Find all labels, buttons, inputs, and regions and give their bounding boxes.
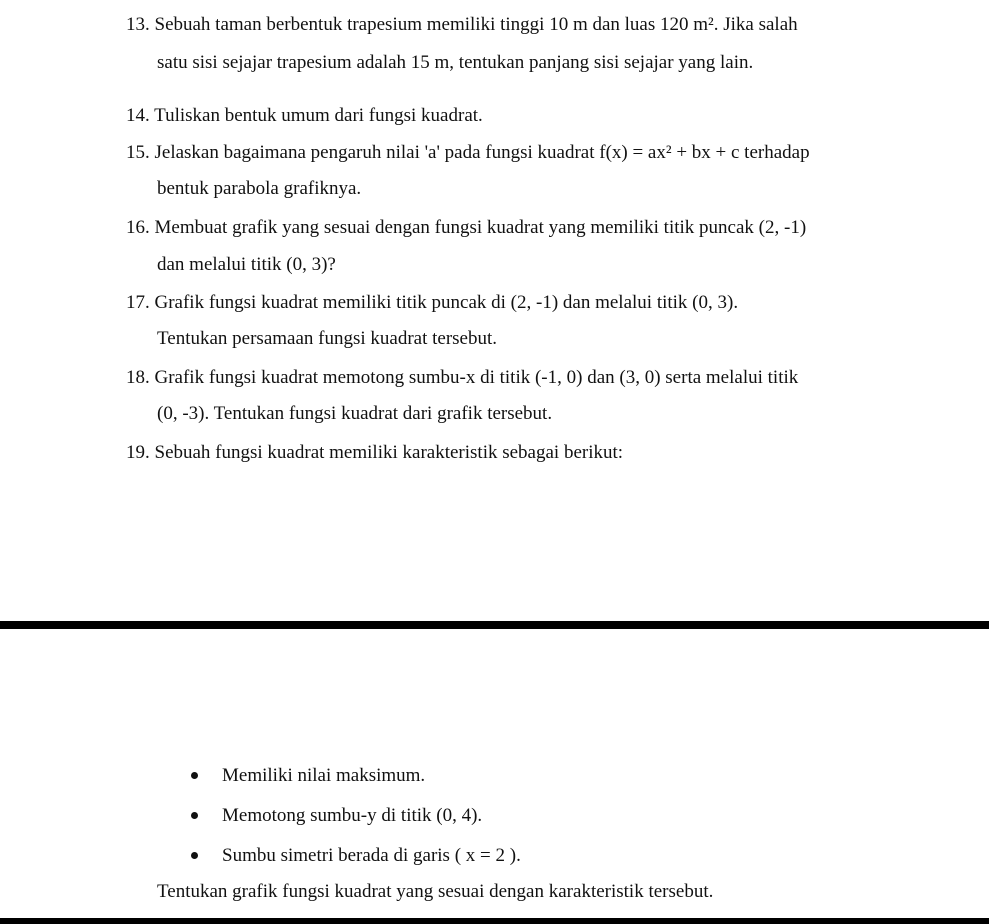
bullet-icon	[191, 812, 198, 819]
question-17-line-1	[126, 291, 738, 314]
bottom-divider	[0, 918, 989, 924]
question-text: Sebuah taman berbentuk trapesium memiliki tinggi 10 m dan luas 120 m². Jika salah	[154, 14, 798, 35]
bullet-icon	[191, 852, 198, 859]
question-text: Grafik fungsi kuadrat memiliki titik puncak di (2, -1) dan melalui titik (0, 3).	[154, 292, 739, 313]
question-15-line-1	[126, 141, 810, 164]
question-18-line-2: (0, -3). Tentukan fungsi kuadrat dari grafik tersebut.	[157, 403, 553, 424]
question-18-line-1	[126, 366, 798, 389]
question-19-closing: Tentukan grafik fungsi kuadrat yang sesuai dengan karakteristik tersebut.	[157, 881, 714, 902]
question-19-line-1	[126, 441, 623, 464]
question-17-line-2: Tentukan persamaan fungsi kuadrat tersebut.	[157, 328, 498, 349]
question-number: 19.	[126, 442, 150, 463]
list-item: Memotong sumbu-y di titik (0, 4).	[222, 805, 483, 826]
question-13-line-1	[126, 13, 910, 36]
question-text: Jelaskan bagaimana pengaruh nilai 'a' pada fungsi kuadrat f(x) = ax² + bx + c terhadap	[154, 142, 810, 163]
page-divider	[0, 621, 989, 629]
question-15-line-2: bentuk parabola grafiknya.	[157, 178, 362, 199]
question-16-line-1	[126, 216, 806, 239]
list-item: Memiliki nilai maksimum.	[222, 765, 426, 786]
question-number: 18.	[126, 367, 150, 388]
question-13-line-2: satu sisi sejajar trapesium adalah 15 m, tentukan panjang sisi sejajar yang lain.	[157, 52, 754, 73]
question-text: Membuat grafik yang sesuai dengan fungsi kuadrat yang memiliki titik puncak (2, -1)	[154, 217, 807, 238]
question-14-line-1	[126, 104, 483, 127]
question-number: 16.	[126, 217, 150, 238]
question-text: Grafik fungsi kuadrat memotong sumbu-x di titik (-1, 0) dan (3, 0) serta melalui titik	[154, 367, 799, 388]
question-16-line-2: dan melalui titik (0, 3)?	[157, 254, 336, 275]
question-number: 17.	[126, 292, 150, 313]
list-item: Sumbu simetri berada di garis ( x = 2 ).	[222, 845, 521, 866]
question-number: 13.	[126, 14, 150, 35]
question-text: Sebuah fungsi kuadrat memiliki karakteristik sebagai berikut:	[154, 442, 624, 463]
question-number: 15.	[126, 142, 150, 163]
question-text: Tuliskan bentuk umum dari fungsi kuadrat.	[154, 105, 483, 126]
question-number: 14.	[126, 105, 150, 126]
bullet-icon	[191, 772, 198, 779]
